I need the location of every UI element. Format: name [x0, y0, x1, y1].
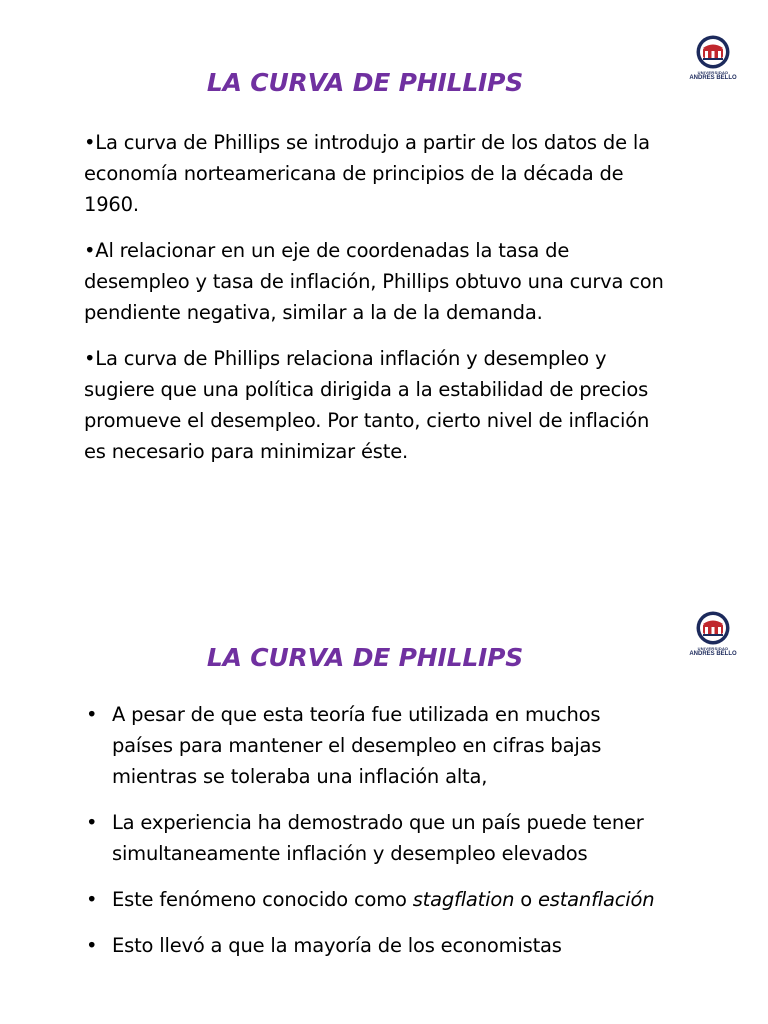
- bullet-icon: •: [86, 811, 98, 834]
- paragraph-list: [84, 127, 674, 482]
- paragraph: •La curva de Phillips se introdujo a partir de los datos de la economía norteamericana de principios de la década de 1960.: [84, 131, 650, 216]
- bullet-text: A pesar de que esta teoría fue utilizada en muchos países para mantener el desempleo en cifras bajas mientras se toleraba una inflación alta,: [112, 703, 602, 788]
- logo-text-name: ANDRES BELLO: [689, 651, 737, 657]
- bullet-icon: •: [86, 703, 98, 726]
- term-estanflacion: estanflación: [537, 888, 655, 911]
- logo-text-university: UNIVERSIDAD: [697, 70, 729, 75]
- logo-text-university: UNIVERSIDAD: [697, 646, 729, 651]
- paragraph: •La curva de Phillips relaciona inflación y desempleo y sugiere que una política dirigida a la estabilidad de precios promueve el desempleo. Por tanto, cierto nivel de inflación es necesario para minimizar éste.: [84, 347, 650, 463]
- bullet-icon: •: [86, 888, 98, 911]
- logo-text-name: ANDRES BELLO: [689, 75, 737, 81]
- term-stagflation: stagflation: [412, 888, 515, 911]
- bullet-text: Esto llevó a que la mayoría de los economistas: [112, 934, 562, 957]
- bullet-list: [84, 699, 664, 976]
- university-seal-icon: [695, 610, 731, 646]
- bullet-text: La experiencia ha demostrado que un país puede tener simultaneamente inflación y desempleo elevados: [112, 811, 644, 865]
- bullet-text-prefix: Este fenómeno conocido como: [112, 888, 413, 911]
- list-item: [84, 699, 664, 792]
- university-seal-icon: [695, 34, 731, 70]
- list-item: [84, 884, 664, 915]
- slide-title: LA CURVA DE PHILLIPS: [206, 643, 524, 672]
- list-item: [84, 930, 664, 961]
- slide-2: [0, 585, 768, 1024]
- bullet-text-connector: o: [514, 888, 538, 911]
- bullet-icon: •: [86, 934, 98, 957]
- slide-title: LA CURVA DE PHILLIPS: [206, 68, 524, 97]
- list-item: [84, 807, 664, 869]
- paragraph: •Al relacionar en un eje de coordenadas la tasa de desempleo y tasa de inflación, Phillips obtuvo una curva con pendiente negativa, similar a la de la demanda.: [84, 239, 664, 324]
